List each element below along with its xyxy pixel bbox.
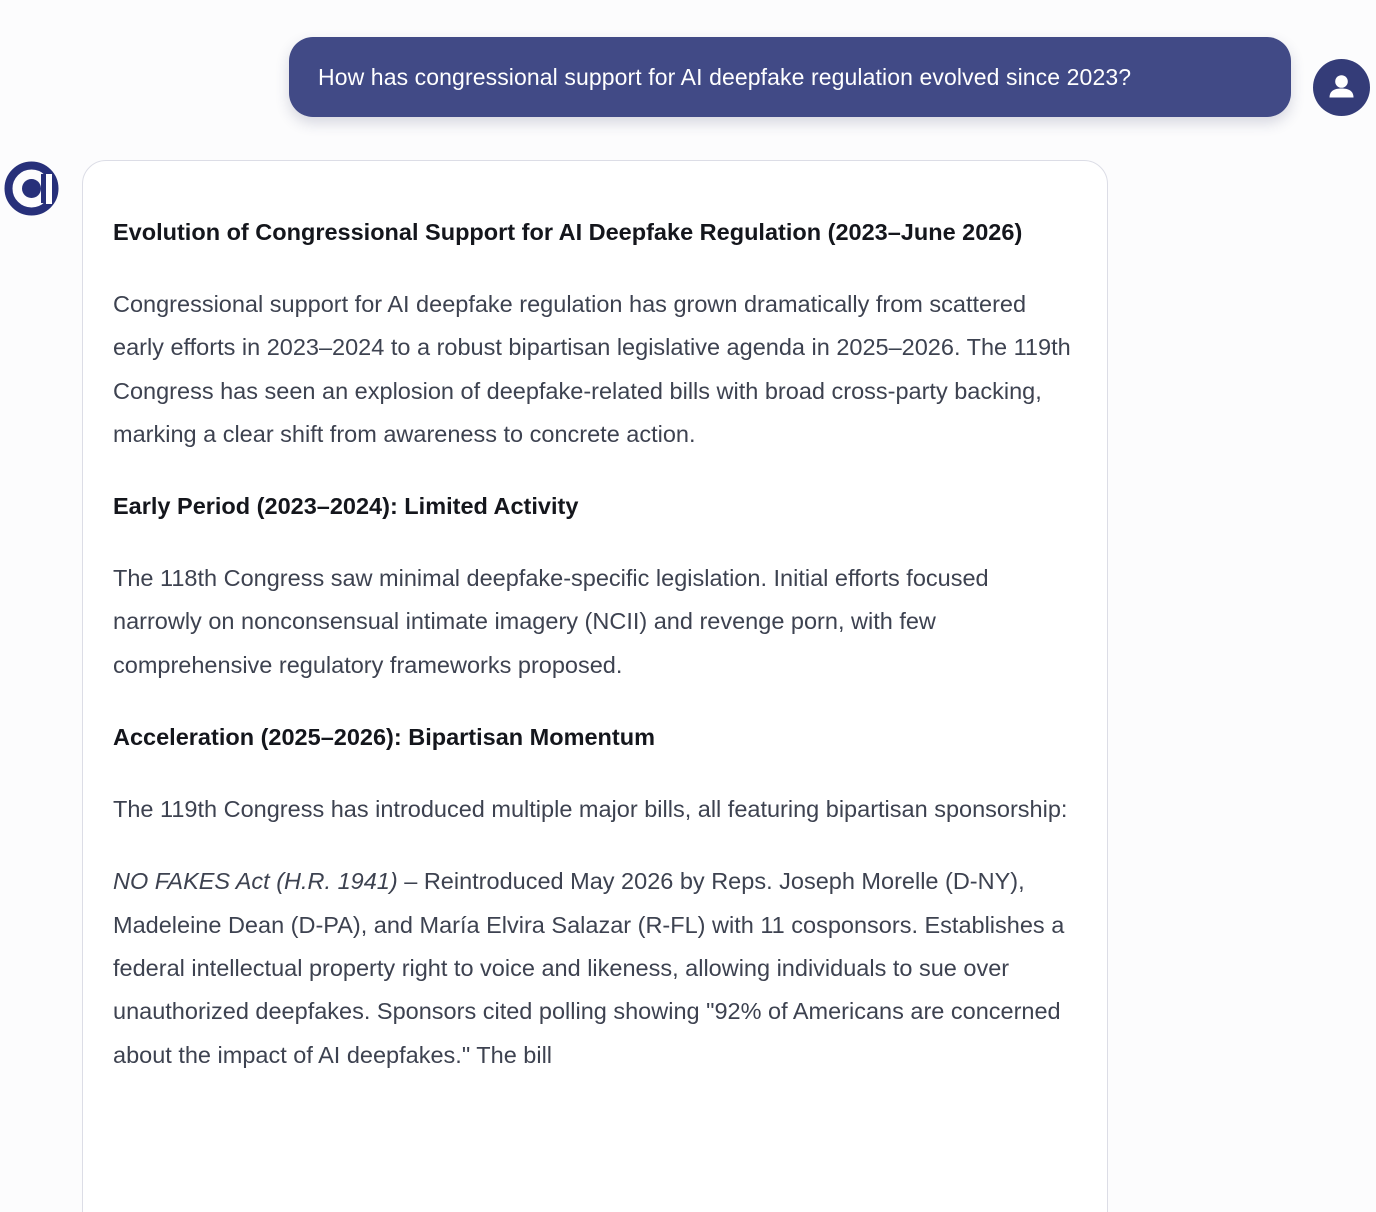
user-message-text: How has congressional support for AI deepfake regulation evolved since 2023?: [318, 64, 1132, 90]
assistant-response-card: [82, 160, 1108, 1212]
section-heading-early: Early Period (2023–2024): Limited Activity: [113, 493, 579, 520]
response-intro: Congressional support for AI deepfake regulation has grown dramatically from scattered early efforts in 2023–2024 to a robust bipartisan legislative agenda in 2025–2026. The 119th Congress has seen an explosion of deepfake-related bills with broad cross-party backing, marking a clear shift from awareness to concrete action.: [113, 291, 1071, 447]
bill-description: – Reintroduced May 2026 by Reps. Joseph Morelle (D-NY), Madeleine Dean (D-PA), and María Elvira Salazar (R-FL) with 11 cosponsors. Establishes a federal intellectual property right to voice and likeness, allowing individuals to sue over unauthorized deepfakes. Sponsors cited polling showing "92% of Americans are concerned about the impact of AI deepfakes." The bill: [113, 868, 1065, 1068]
user-message-bubble: [289, 37, 1291, 117]
user-avatar[interactable]: [1313, 59, 1370, 116]
user-icon: [1313, 59, 1370, 116]
response-content: [113, 211, 1083, 1077]
section-text-early: The 118th Congress saw minimal deepfake-specific legislation. Initial efforts focused narrowly on nonconsensual intimate imagery (NCII) and revenge porn, with few comprehensive regulatory frameworks proposed.: [113, 565, 989, 678]
assistant-logo-icon: [3, 160, 60, 217]
bill-name: NO FAKES Act (H.R. 1941): [113, 868, 398, 895]
bill-paragraph: [113, 860, 1083, 1076]
section-heading-acceleration: Acceleration (2025–2026): Bipartisan Momentum: [113, 724, 655, 751]
section-text-acceleration: The 119th Congress has introduced multiple major bills, all featuring bipartisan sponsorship:: [113, 796, 1068, 823]
response-title: Evolution of Congressional Support for AI Deepfake Regulation (2023–June 2026): [113, 219, 1023, 245]
